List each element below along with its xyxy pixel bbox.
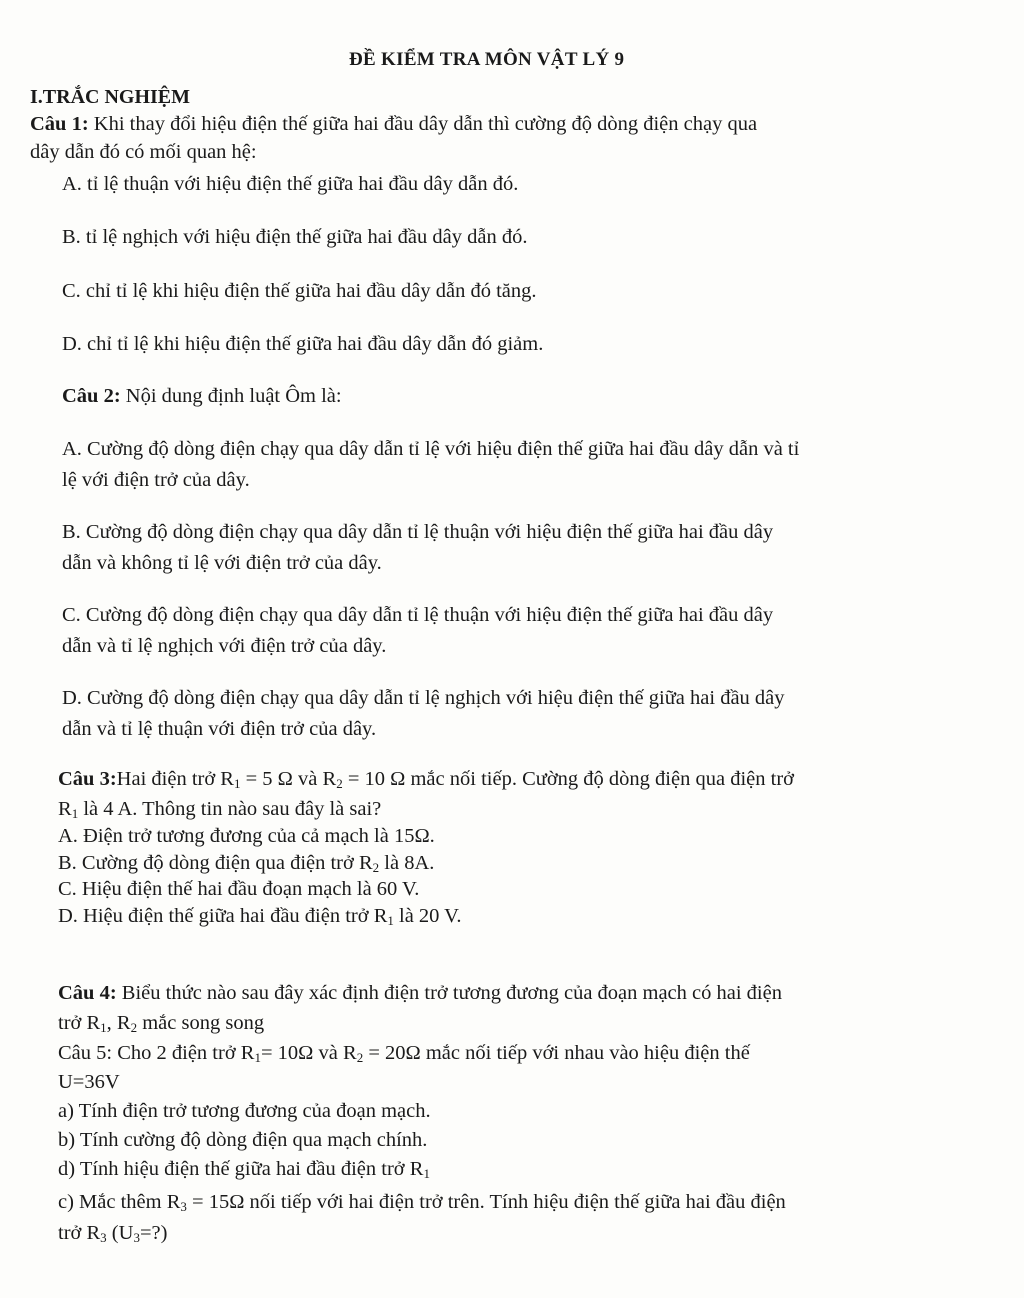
q5-text-line1: Câu 5: Cho 2 điện trở $R_1= 10\Omega$ và $R_2 = 20\Omega$ mắc nối tiếp với nhau vào hiệu điện thế <box>58 1042 750 1065</box>
q2-option-d-line2: dẫn và tỉ lệ thuận với điện trở của dây. <box>62 718 377 740</box>
q2-option-a-line2: lệ với điện trở của dây. <box>62 469 250 491</box>
q1-option-c: C. chỉ tỉ lệ khi hiệu điện thế giữa hai đầu dây dẫn đó tăng. <box>62 280 537 302</box>
q5-part-c-line1: c) Mắc thêm $R_3 = 15\Omega$ nối tiếp với hai điện trở trên. Tính hiệu điện thế giữa hai đầu điện <box>58 1191 786 1214</box>
q2-option-c-line2: dẫn và tỉ lệ nghịch với điện trở của dây. <box>62 635 387 657</box>
q1-option-b: B. tỉ lệ nghịch với hiệu điện thế giữa hai đầu dây dẫn đó. <box>62 226 528 248</box>
q1-option-a: A. tỉ lệ thuận với hiệu điện thế giữa hai đầu dây dẫn đó. <box>62 173 519 195</box>
q3-text-line1: Câu 3:Hai điện trở $R_1 = 5$ Ω và $R_2 = 10$ Ω mắc nối tiếp. Cường độ dòng điện qua điện trở <box>58 768 794 791</box>
q3-option-a: A. Điện trở tương đương của cả mạch là 15Ω. <box>58 825 435 847</box>
q1-option-d: D. chỉ tỉ lệ khi hiệu điện thế giữa hai đầu dây dẫn đó giảm. <box>62 333 544 355</box>
q2-option-c-line1: C. Cường độ dòng điện chạy qua dây dẫn tỉ lệ thuận với hiệu điện thế giữa hai đầu dây <box>62 604 774 626</box>
section-heading: I.TRẮC NGHIỆM <box>30 86 191 108</box>
q5-part-a: a) Tính điện trở tương đương của đoạn mạch. <box>58 1100 431 1122</box>
q1-text-line2: dây dẫn đó có mối quan hệ: <box>30 141 257 163</box>
exam-title: ĐỀ KIỂM TRA MÔN VẬT LÝ 9 <box>349 49 625 70</box>
q3-label: Câu 3: <box>58 768 117 790</box>
q4-label: Câu 4: <box>58 982 117 1004</box>
q1-text-line1: Câu 1: Khi thay đổi hiệu điện thế giữa hai đầu dây dẫn thì cường độ dòng điện chạy qua <box>30 113 758 135</box>
q5-part-d: d) Tính hiệu điện thế giữa hai đầu điện trở $R_1$ <box>58 1158 430 1181</box>
q5-part-c-line2: trở $R_3$ $(U_3=?)$ <box>58 1222 168 1245</box>
q3-text-line2: $R_1$ là 4 A. Thông tin nào sau đây là sai? <box>58 798 382 821</box>
q3-option-b: B. Cường độ dòng điện qua điện trở $R_2$ là 8A. <box>58 852 435 875</box>
q5-part-b: b) Tính cường độ dòng điện qua mạch chính. <box>58 1129 428 1151</box>
q5-label: Câu 5: <box>58 1042 113 1064</box>
q2-option-b-line1: B. Cường độ dòng điện chạy qua dây dẫn tỉ lệ thuận với hiệu điện thế giữa hai đầu dây <box>62 521 774 543</box>
q1-label: Câu 1: <box>30 113 89 135</box>
q2-label: Câu 2: <box>62 385 121 407</box>
q4-text-line1: Câu 4: Biểu thức nào sau đây xác định điện trở tương đương của đoạn mạch có hai điện <box>58 982 782 1004</box>
q5-text-line2: U=36V <box>58 1071 120 1093</box>
q2-text: Câu 2: Nội dung định luật Ôm là: <box>62 385 342 407</box>
q2-option-d-line1: D. Cường độ dòng điện chạy qua dây dẫn tỉ lệ nghịch với hiệu điện thế giữa hai đầu dây <box>62 687 785 709</box>
q3-option-d: D. Hiệu điện thế giữa hai đầu điện trở $R_1$ là 20 V. <box>58 905 462 928</box>
q3-option-c: C. Hiệu điện thế hai đầu đoạn mạch là 60 V. <box>58 878 420 900</box>
q4-text-line2: trở $R_1$, $R_2$ mắc song song <box>58 1012 265 1035</box>
q2-option-a-line1: A. Cường độ dòng điện chạy qua dây dẫn tỉ lệ với hiệu điện thế giữa hai đầu dây dẫn và tỉ <box>62 438 800 460</box>
q2-option-b-line2: dẫn và không tỉ lệ với điện trở của dây. <box>62 552 382 574</box>
